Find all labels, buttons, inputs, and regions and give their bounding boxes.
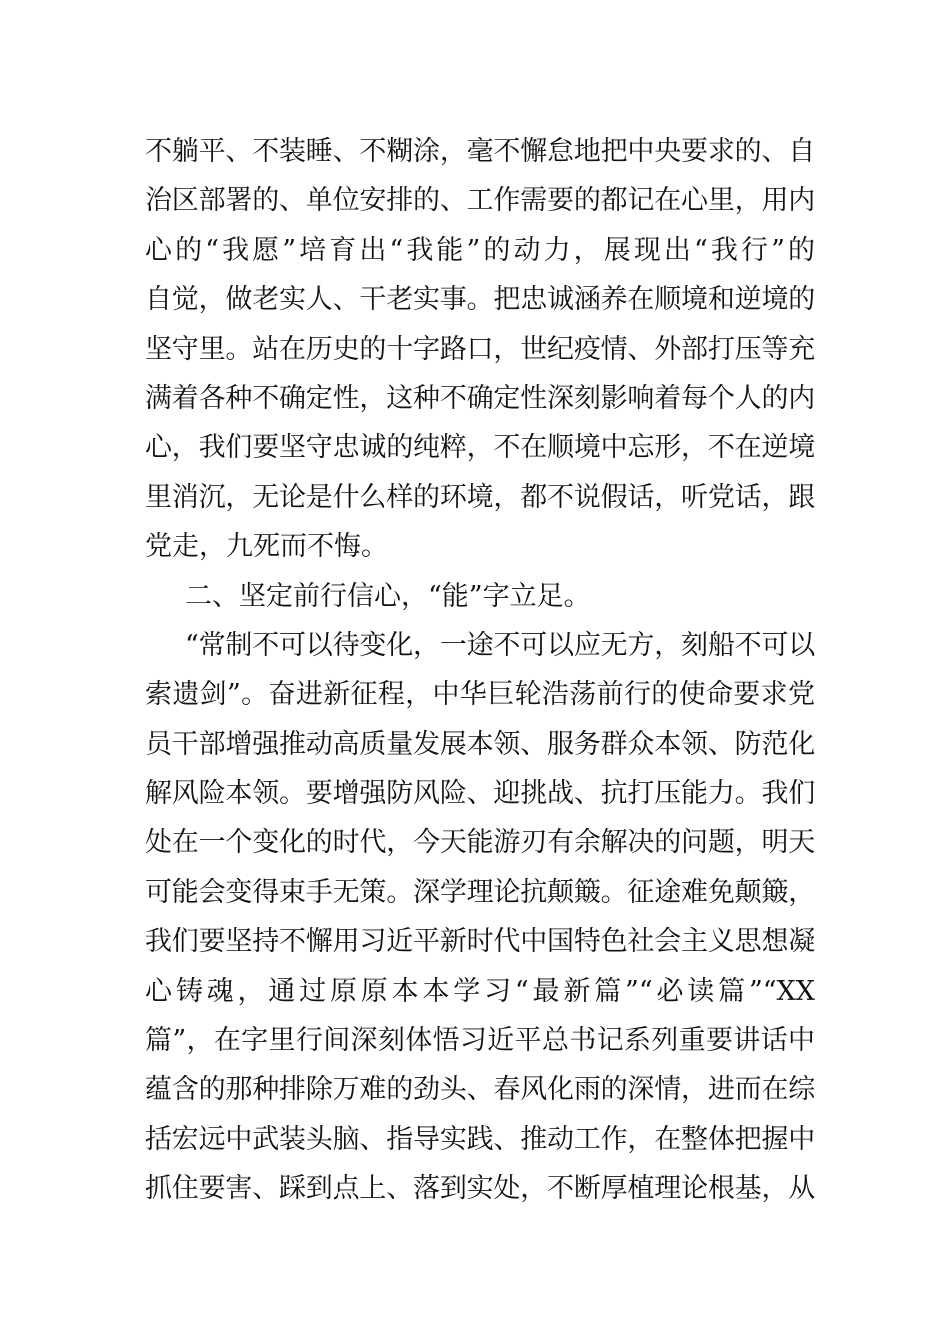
text-line: 篇”，在字里行间深刻体悟习近平总书记系列重要讲话中 <box>145 1025 815 1057</box>
text-line: 括宏远中武装头脑、指导实践、推动工作，在整体把握中 <box>145 1123 815 1155</box>
text-line: 自觉，做老实人、干老实事。把忠诚涵养在顺境和逆境的 <box>145 284 815 316</box>
text-line: 我们要坚持不懈用习近平新时代中国特色社会主义思想凝 <box>145 926 815 958</box>
document-body <box>145 127 815 1214</box>
text-line: 心，我们要坚守忠诚的纯粹，不在顺境中忘形，不在逆境 <box>145 432 815 464</box>
text-line: 不躺平、不装睡、不糊涂，毫不懈怠地把中央要求的、自 <box>145 136 815 167</box>
text-line: 解风险本领。要增强防风险、迎挑战、抗打压能力。我们 <box>145 778 815 810</box>
text-line: 处在一个变化的时代，今天能游刃有余解决的问题，明天 <box>145 827 815 859</box>
text-line: 满着各种不确定性，这种不确定性深刻影响着每个人的内 <box>145 382 815 414</box>
text-line: 索遗剑”。奋进新征程，中华巨轮浩荡前行的使命要求党 <box>145 679 815 711</box>
text-line: 抓住要害、踩到点上、落到实处，不断厚植理论根基，从 <box>145 1173 815 1205</box>
text-line: 心铸魂，通过原原本本学习“最新篇”“必读篇”“XX <box>145 975 815 1007</box>
text-line: 心的“我愿”培育出“我能”的动力，展现出“我行”的 <box>145 234 815 266</box>
text-line: 里消沉，无论是什么样的环境，都不说假话，听党话，跟 <box>145 481 815 513</box>
text-line: 员干部增强推动高质量发展本领、服务群众本领、防范化 <box>145 728 815 760</box>
section-heading: 二、坚定前行信心，“能”字立足。 <box>185 580 591 612</box>
text-line: 党走，九死而不悔。 <box>145 531 388 563</box>
text-line: 坚守里。站在历史的十字路口，世纪疫情、外部打压等充 <box>145 333 815 365</box>
text-line: 蕴含的那种排除万难的劲头、春风化雨的深情，进而在综 <box>145 1074 815 1106</box>
text-line: 可能会变得束手无策。深学理论抗颠簸。征途难免颠簸， <box>145 876 815 908</box>
text-line: 治区部署的、单位安排的、工作需要的都记在心里，用内 <box>145 185 815 217</box>
text-line: “常制不可以待变化，一途不可以应无方，刻船不可以 <box>185 629 815 661</box>
